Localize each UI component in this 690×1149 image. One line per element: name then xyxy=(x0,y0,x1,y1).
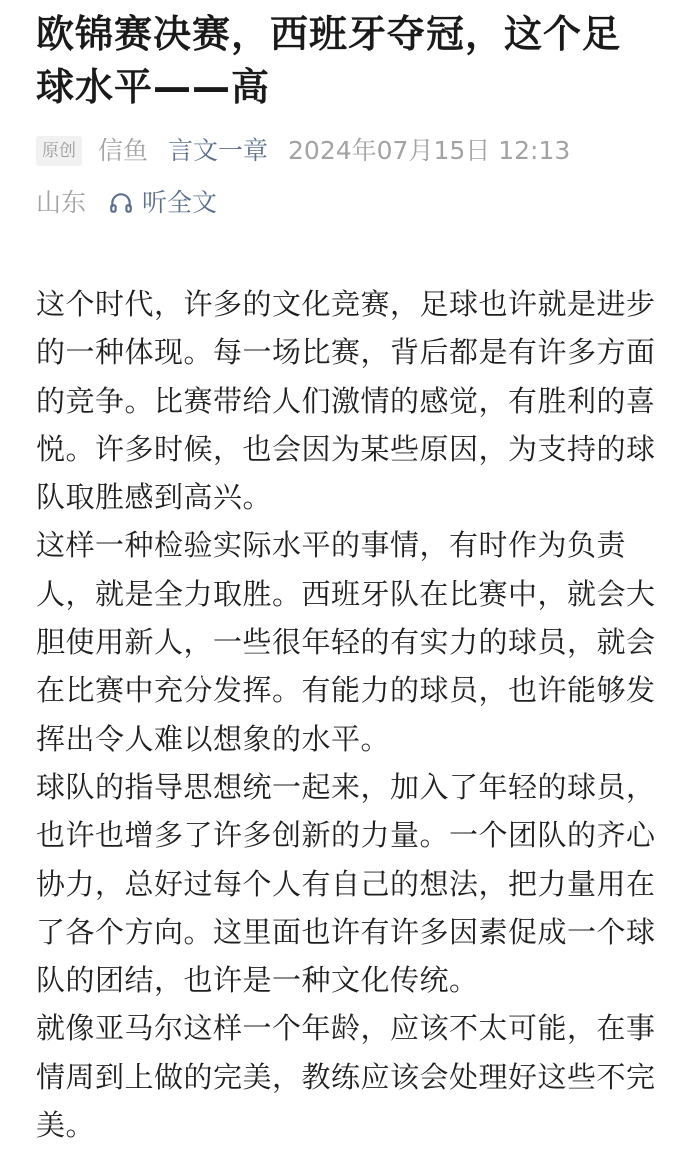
listen-label: 听全文 xyxy=(142,188,218,217)
source-account-link[interactable]: 言文一章 xyxy=(168,136,269,165)
listen-full-text-button[interactable] xyxy=(108,186,217,220)
ip-location: 山东 xyxy=(36,188,87,217)
paragraph: 这样一种检验实际水平的事情，有时作为负责人，就是全力取胜。西班牙队在比赛中，就会大胆使用新人，一些很年轻的有实力的球员，就会在比赛中充分发挥。有能力的球员，也许能够发挥出令人难以想象的水平。 xyxy=(36,528,656,756)
article-meta-secondary xyxy=(36,186,217,220)
paragraph: 就像亚马尔这样一个年龄，应该不太可能，在事情周到上做的完美，教练应该会处理好这些不完美。 xyxy=(36,1011,656,1143)
author-name[interactable]: 信鱼 xyxy=(98,136,149,165)
article-title: 欧锦赛决赛，西班牙夺冠，这个足球水平——高 xyxy=(36,12,622,109)
article-body xyxy=(36,280,661,1149)
original-badge: 原创 xyxy=(36,136,82,166)
paragraph: 球队的指导思想统一起来，加入了年轻的球员，也许也增多了许多创新的力量。一个团队的齐心协力，总好过每个人有自己的想法，把力量用在了各个方向。这里面也许有许多因素促成一个球队的团结，也许是一种文化传统。 xyxy=(36,769,656,998)
headphones-icon xyxy=(108,190,134,216)
article-meta xyxy=(36,134,570,168)
publish-datetime: 2024年07月15日 12:13 xyxy=(288,136,571,165)
paragraph: 这个时代，许多的文化竞赛，足球也许就是进步的一种体现。每一场比赛，背后都是有许多方面的竞争。比赛带给人们激情的感觉，有胜利的喜悦。许多时候，也会因为某些原因，为支持的球队取胜感到高兴。 xyxy=(36,287,656,515)
